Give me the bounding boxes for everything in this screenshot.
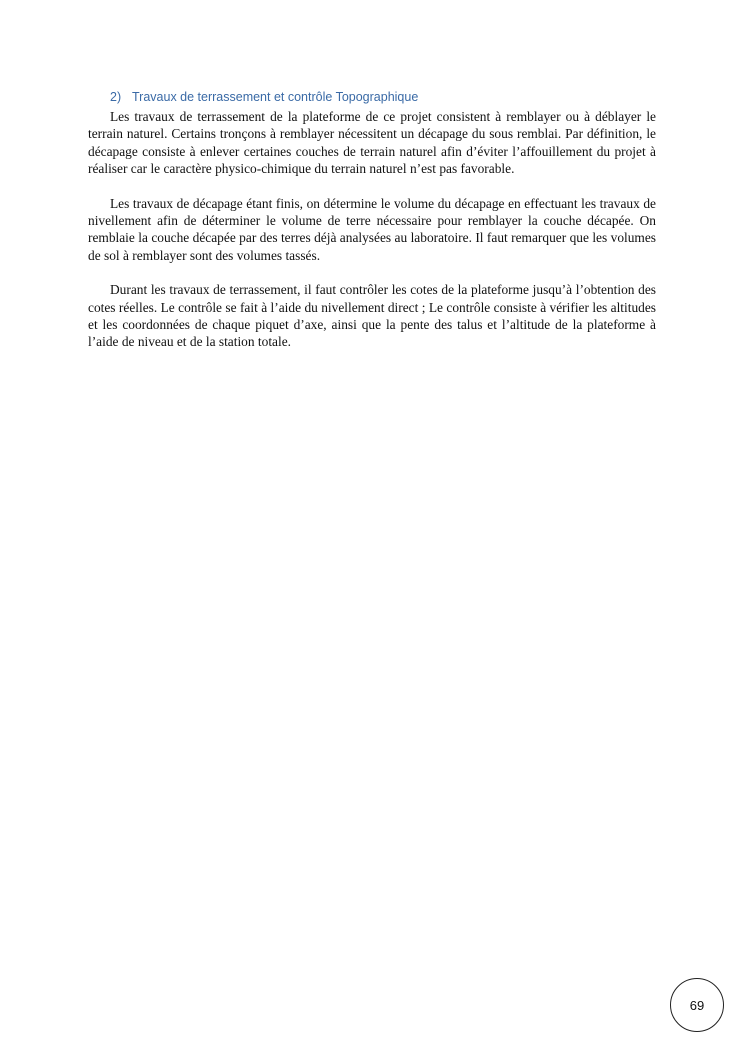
page-number-circle	[670, 978, 724, 1032]
paragraph-decapage: Les travaux de décapage étant finis, on détermine le volume du décapage en effectuant les travaux de nivellement afin de déterminer le volume de terre nécessaire pour remblayer la couche décapée. On remblaie la couche décapée par des terres déjà analysées au laboratoire. Il faut remarquer que les volumes de sol à remblayer sont des volumes tassés.	[88, 195, 656, 263]
page-content	[88, 88, 656, 351]
paragraph-terrassement: Les travaux de terrassement de la plateforme de ce projet consistent à remblayer ou à déblayer le terrain naturel. Certains tronçons à remblayer nécessitent un décapage du sous remblai. Par définition, le décapage consiste à enlever certaines couches de terrain naturel afin d’éviter l’affouillement du projet à réaliser car le caractère physico-chimique du terrain naturel n’est pas favorable.	[88, 109, 656, 177]
paragraph-controle: Durant les travaux de terrassement, il faut contrôler les cotes de la plateforme jusqu’à l’obtention des cotes réelles. Le contrôle se fait à l’aide du nivellement direct ; Le contrôle consiste à vérifier les altitudes et les coordonnées de chaque piquet d’axe, ainsi que la pente des talus et l’altitude de la plateforme à l’aide de niveau et de la station totale.	[88, 282, 656, 350]
page-number: 69	[689, 997, 705, 1013]
section-number: 2)	[110, 90, 122, 104]
section-title: Travaux de terrassement et contrôle Topographique	[132, 90, 419, 104]
section-heading	[88, 88, 656, 106]
